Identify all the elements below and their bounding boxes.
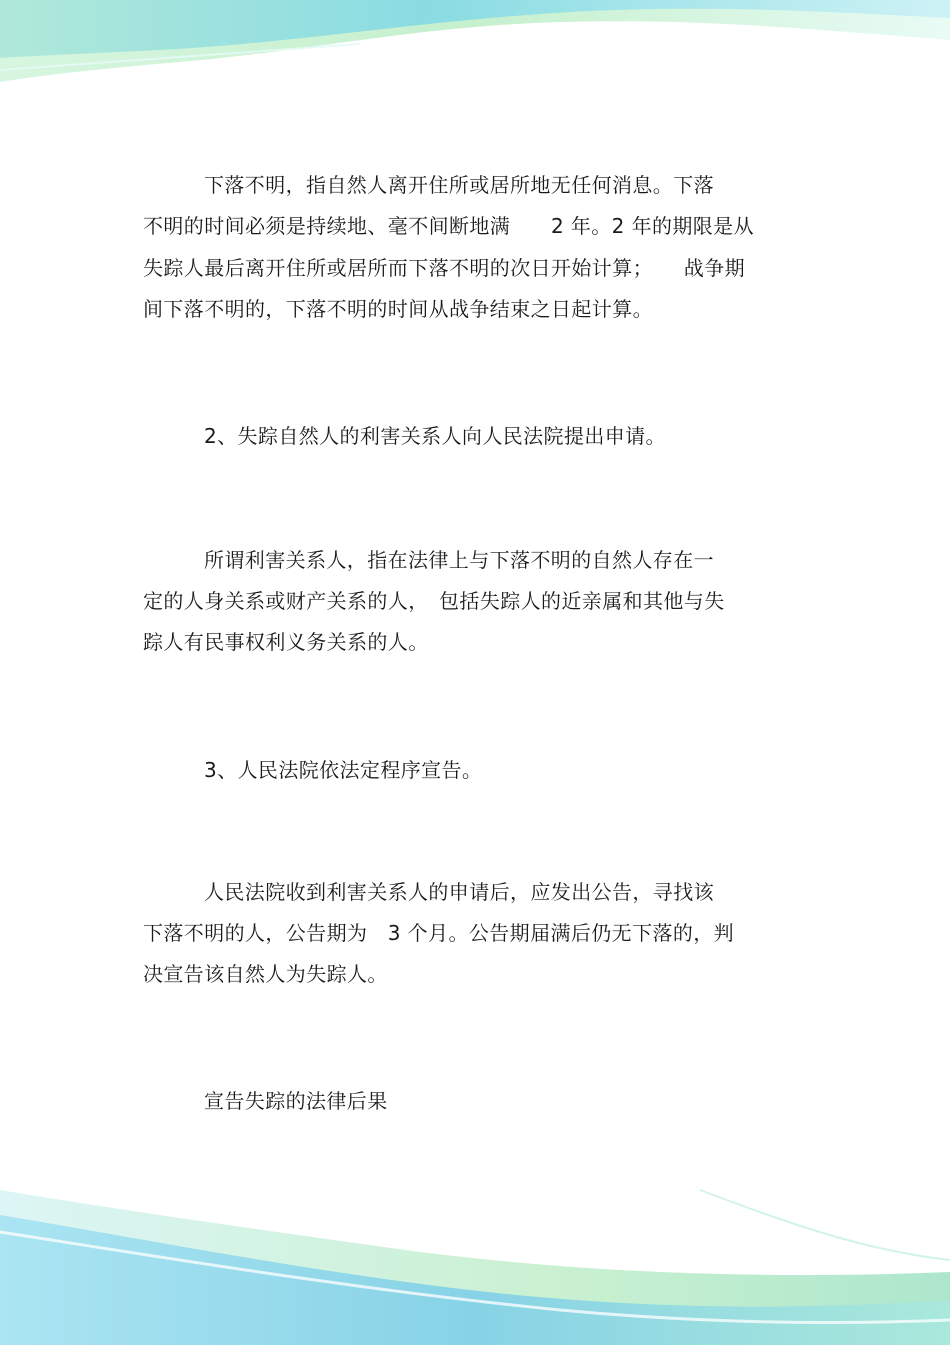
paragraph-5-line-2: 下落不明的人，公告期为 3 个月。公告期届满后仍无下落的，判 [143,921,735,945]
paragraph-1-line-2: 不明的时间必须是持续地、毫不间断地满 2 年。2 年的期限是从 [143,214,754,238]
paragraph-5-line-1: 人民法院收到利害关系人的申请后，应发出公告，寻找该 [204,880,714,904]
paragraph-3-line-3: 踪人有民事权利义务关系的人。 [143,630,429,654]
section-heading-legal-consequences: 宣告失踪的法律后果 [204,1089,388,1113]
paragraph-1-line-1: 下落不明，指自然人离开住所或居所地无任何消息。下落 [204,173,714,197]
section-item-3: 3、人民法院依法定程序宣告。 [204,758,483,782]
top-wave-decoration [0,0,950,110]
paragraph-1-line-3: 失踪人最后离开住所或居所而下落不明的次日开始计算； 战争期 [143,256,745,280]
paragraph-1-line-4: 间下落不明的，下落不明的时间从战争结束之日起计算。 [143,297,653,321]
bottom-wave-decoration [0,1160,950,1345]
section-item-2: 2、失踪自然人的利害关系人向人民法院提出申请。 [204,424,666,448]
paragraph-3-line-2: 定的人身关系或财产关系的人， 包括失踪人的近亲属和其他与失 [143,589,725,613]
paragraph-3-line-1: 所谓利害关系人，指在法律上与下落不明的自然人存在一 [204,548,714,572]
paragraph-5-line-3: 决宣告该自然人为失踪人。 [143,962,388,986]
